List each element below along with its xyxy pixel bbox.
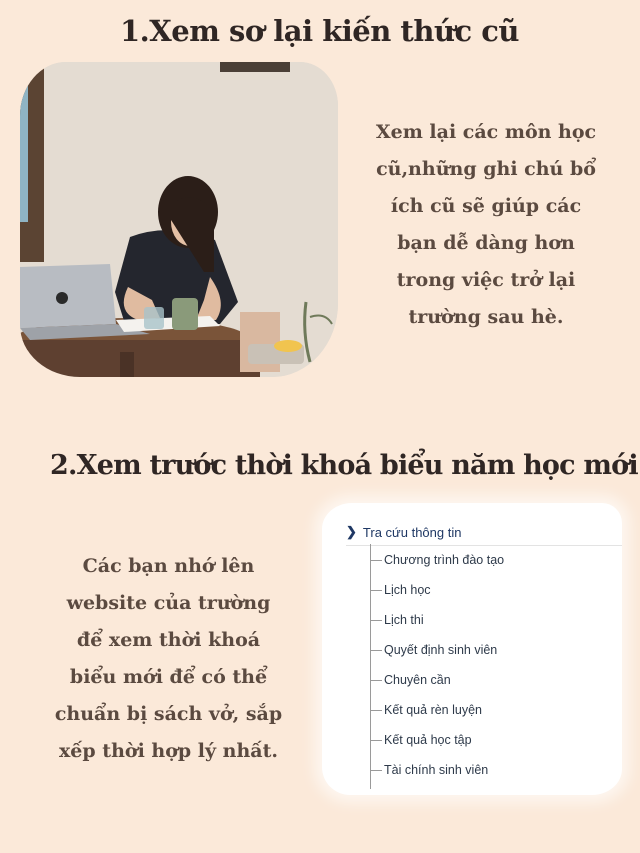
- menu-item-lich-thi[interactable]: [370, 605, 620, 635]
- section2-title: 2.Xem trước thời khoá biểu năm học mới: [50, 450, 638, 481]
- tree-branch: [370, 680, 382, 681]
- menu-item-label: Tài chính sinh viên: [384, 763, 489, 777]
- menu-item-label: Chuyên cần: [384, 673, 451, 687]
- menu-item-label: Lịch học: [384, 583, 431, 597]
- section1-description-line: trường sau hè.: [408, 306, 564, 328]
- tree-branch: [370, 590, 382, 591]
- tree-branch: [370, 650, 382, 651]
- section2-description-line: để xem thời khoá: [76, 629, 261, 651]
- section1-description-line: trong việc trở lại: [396, 269, 576, 291]
- section2-description: [26, 548, 311, 770]
- menu-item-label: Quyết định sinh viên: [384, 643, 498, 657]
- menu-item-lich-hoc[interactable]: [370, 575, 620, 605]
- menu-item-quyet-dinh-sinh-vien[interactable]: [370, 635, 620, 665]
- study-photo: [20, 62, 338, 377]
- section2-description-line: biểu mới để có thể: [69, 666, 268, 688]
- menu-header[interactable]: [346, 519, 622, 546]
- study-photo-icon: [20, 62, 338, 377]
- menu-header-label: Tra cứu thông tin: [362, 524, 462, 540]
- section1-title: 1.Xem sơ lại kiến thức cũ: [120, 14, 519, 48]
- section1-description-line: Xem lại các môn học: [375, 121, 597, 143]
- menu-item-label: Kết quả học tập: [384, 733, 472, 747]
- website-menu-panel: [322, 503, 622, 795]
- tree-branch: [370, 710, 382, 711]
- menu-item-chuong-trinh-dao-tao[interactable]: [370, 545, 620, 575]
- section2-description-line: xếp thời hợp lý nhất.: [58, 740, 278, 762]
- section2-description-line: Các bạn nhớ lên: [82, 555, 255, 577]
- menu-item-chuyen-can[interactable]: [370, 665, 620, 695]
- menu-item-tai-chinh-sinh-vien[interactable]: [370, 755, 620, 785]
- section1-description-line: bạn dễ dàng hơn: [397, 232, 575, 254]
- section1-description-line: cũ,những ghi chú bổ: [376, 158, 596, 180]
- menu-item-label: Kết quả rèn luyện: [384, 703, 482, 717]
- tree-branch: [370, 620, 382, 621]
- tree-branch: [370, 560, 382, 561]
- section2-description-line: website của trường: [66, 592, 271, 614]
- menu-item-ket-qua-ren-luyen[interactable]: [370, 695, 620, 725]
- section1-description: [352, 114, 620, 336]
- section2-description-line: chuẩn bị sách vở, sắp: [54, 703, 283, 725]
- menu-item-ket-qua-hoc-tap[interactable]: [370, 725, 620, 755]
- chevron-right-icon: ❯: [346, 524, 357, 539]
- section1-description-line: ích cũ sẽ giúp các: [390, 195, 582, 217]
- tree-branch: [370, 740, 382, 741]
- menu-item-label: Chương trình đào tạo: [384, 553, 505, 567]
- menu-item-label: Lịch thi: [384, 613, 424, 627]
- tree-branch: [370, 770, 382, 771]
